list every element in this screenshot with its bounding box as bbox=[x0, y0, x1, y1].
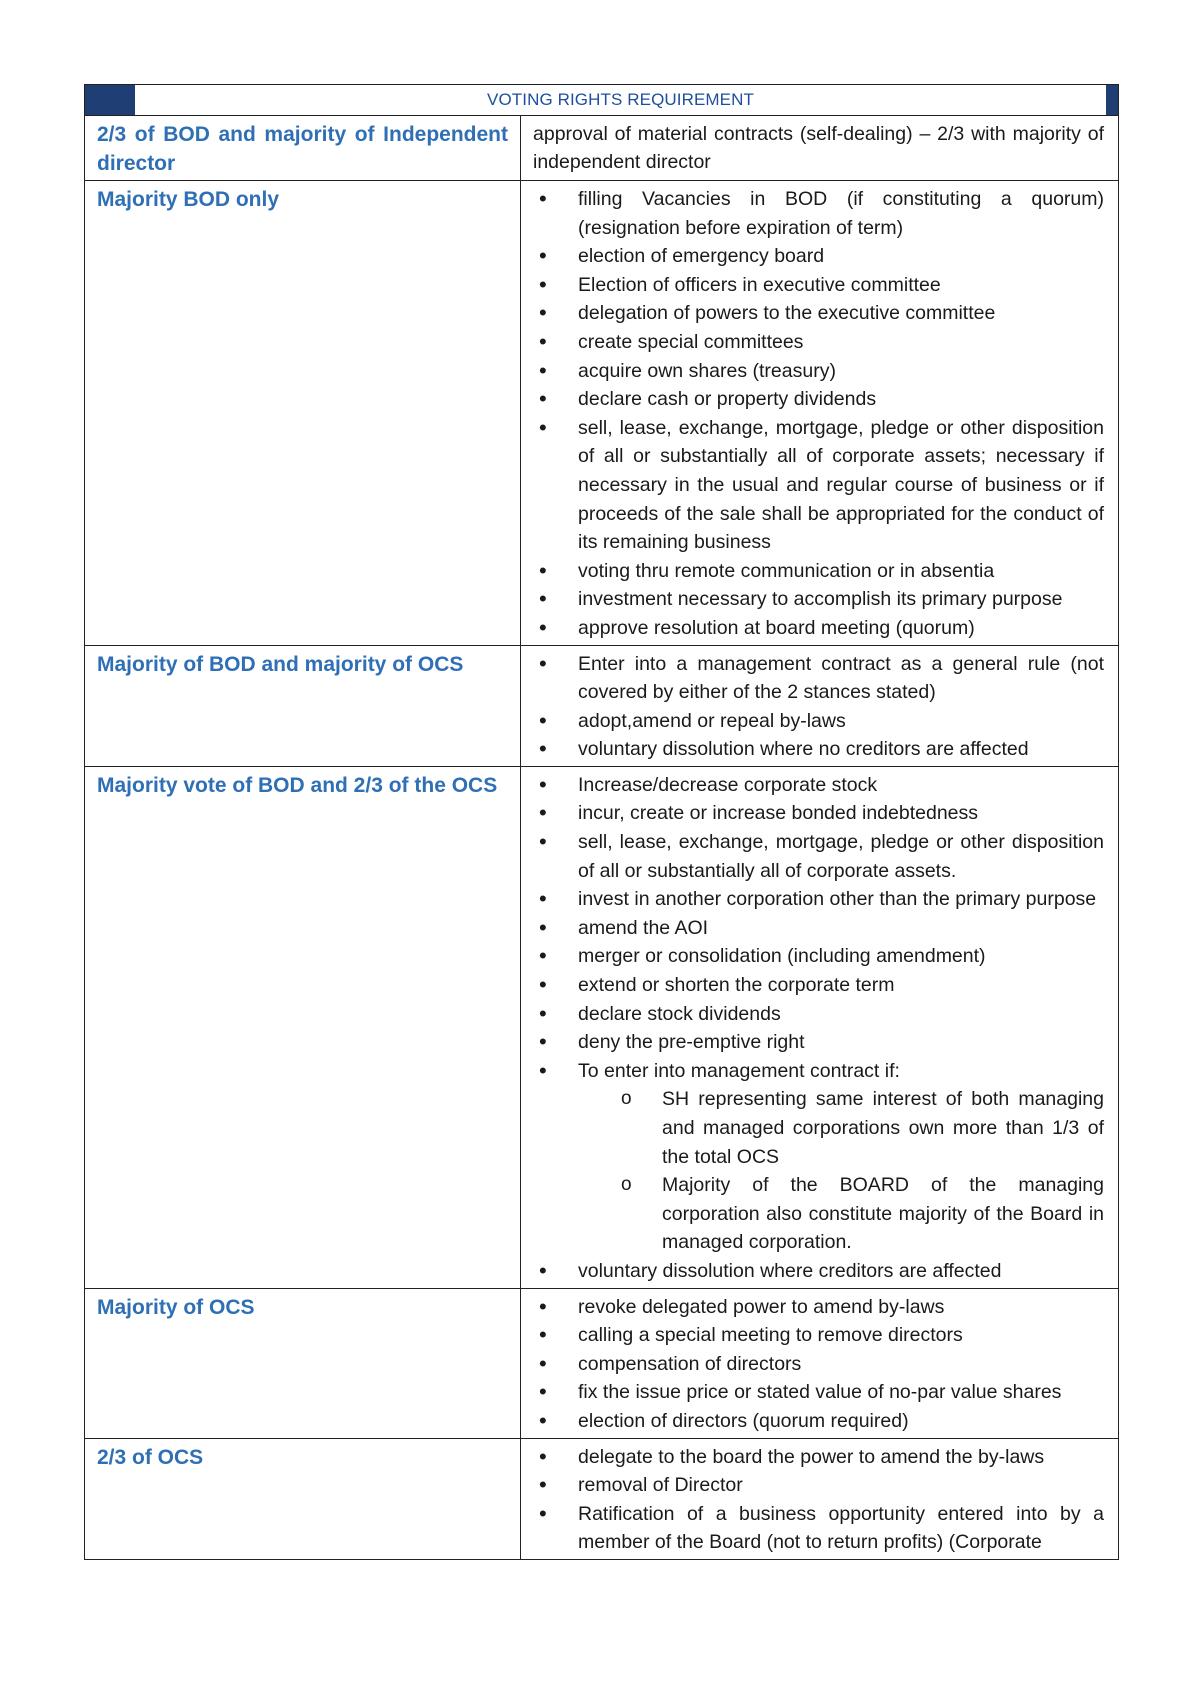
header-shade-right bbox=[1106, 85, 1118, 115]
table-row bbox=[85, 116, 1119, 181]
requirement-label: Majority of OCS bbox=[97, 1295, 255, 1319]
matters-cell bbox=[521, 766, 1119, 1288]
list-item: • extend or shorten the corporate term bbox=[533, 971, 1104, 1000]
list-item: • declare stock dividends bbox=[533, 1000, 1104, 1029]
list-item: • election of emergency board bbox=[533, 242, 1104, 271]
requirement-label: 2/3 of OCS bbox=[97, 1445, 204, 1469]
matters-cell bbox=[521, 645, 1119, 766]
list-item: • declare cash or property dividends bbox=[533, 385, 1104, 414]
list-item: • amend the AOI bbox=[533, 914, 1104, 943]
matters-cell bbox=[521, 1288, 1119, 1438]
list-item: • Ratification of a business opportunity entered into by a member of the Board (not to return profits) (Corporate bbox=[533, 1500, 1104, 1557]
voting-rights-table bbox=[84, 84, 1119, 1560]
list-item: • acquire own shares (treasury) bbox=[533, 357, 1104, 386]
list-item: • revoke delegated power to amend by-laws bbox=[533, 1293, 1104, 1322]
matters-list bbox=[521, 1439, 1118, 1559]
list-item: • adopt,amend or repeal by-laws bbox=[533, 707, 1104, 736]
list-item: • voting thru remote communication or in absentia bbox=[533, 557, 1104, 586]
list-item: • approve resolution at board meeting (quorum) bbox=[533, 614, 1104, 643]
table-row bbox=[85, 181, 1119, 646]
list-item: • create special committees bbox=[533, 328, 1104, 357]
matter-text: approval of material contracts (self-dealing) – 2/3 with majority of independent director bbox=[533, 123, 1104, 173]
requirement-label: Majority vote of BOD and 2/3 of the OCS bbox=[97, 773, 498, 797]
table-header-cell bbox=[85, 85, 1119, 116]
table-row bbox=[85, 766, 1119, 1288]
requirement-label: Majority BOD only bbox=[97, 188, 280, 211]
matters-list bbox=[521, 646, 1118, 766]
list-item: • election of directors (quorum required) bbox=[533, 1407, 1104, 1436]
list-item: • voluntary dissolution where no creditors are affected bbox=[533, 735, 1104, 764]
requirement-cell bbox=[85, 116, 521, 181]
list-item: • Enter into a management contract as a general rule (not covered by either of the 2 stances stated) bbox=[533, 650, 1104, 707]
list-item: • incur, create or increase bonded indebtedness bbox=[533, 799, 1104, 828]
matters-list bbox=[521, 181, 1118, 645]
list-item: • calling a special meeting to remove directors bbox=[533, 1321, 1104, 1350]
sub-list bbox=[578, 1085, 1104, 1257]
list-item: • investment necessary to accomplish its primary purpose bbox=[533, 585, 1104, 614]
list-item: • voluntary dissolution where creditors are affected bbox=[533, 1257, 1104, 1286]
sub-list-item: o SH representing same interest of both managing and managed corporations own more than 1/3 of the total OCS bbox=[578, 1085, 1104, 1171]
matters-cell bbox=[521, 1438, 1119, 1559]
matters-list bbox=[521, 1289, 1118, 1438]
table-row bbox=[85, 645, 1119, 766]
list-item: • sell, lease, exchange, mortgage, pledge or other disposition of all or substantially all of corporate assets. bbox=[533, 828, 1104, 885]
list-item: • compensation of directors bbox=[533, 1350, 1104, 1379]
header-shade-left bbox=[85, 85, 135, 115]
matters-list bbox=[521, 767, 1118, 1288]
table-row bbox=[85, 1438, 1119, 1559]
list-item-with-sublist bbox=[533, 1057, 1104, 1257]
list-item-text: To enter into management contract if: bbox=[578, 1059, 900, 1082]
matters-cell bbox=[521, 181, 1119, 646]
list-item: • Increase/decrease corporate stock bbox=[533, 771, 1104, 800]
list-item: • removal of Director bbox=[533, 1471, 1104, 1500]
list-item: • Election of officers in executive committee bbox=[533, 271, 1104, 300]
list-item: • filling Vacancies in BOD (if constituting a quorum) (resignation before expiration of term) bbox=[533, 185, 1104, 242]
table-header-row bbox=[85, 85, 1119, 116]
list-item: • deny the pre-emptive right bbox=[533, 1028, 1104, 1057]
table-row bbox=[85, 1288, 1119, 1438]
sub-list-item: o Majority of the BOARD of the managing corporation also constitute majority of the Board in managed corporation. bbox=[578, 1171, 1104, 1257]
list-item: • sell, lease, exchange, mortgage, pledge or other disposition of all or substantially all of corporate assets; necessary if necessary in the usual and regular course of business or if proceeds of the sale shall be appropriated for the conduct of its remaining business bbox=[533, 414, 1104, 557]
requirement-label: Majority of BOD and majority of OCS bbox=[97, 652, 464, 676]
list-item: • delegate to the board the power to amend the by-laws bbox=[533, 1443, 1104, 1472]
table-title: VOTING RIGHTS REQUIREMENT bbox=[487, 90, 754, 109]
requirement-cell bbox=[85, 1438, 521, 1559]
list-item: • delegation of powers to the executive committee bbox=[533, 299, 1104, 328]
header-bar bbox=[85, 85, 1118, 115]
list-item: • fix the issue price or stated value of no-par value shares bbox=[533, 1378, 1104, 1407]
list-item: • invest in another corporation other than the primary purpose bbox=[533, 885, 1104, 914]
matters-cell bbox=[521, 116, 1119, 181]
requirement-cell bbox=[85, 766, 521, 1288]
list-item: • merger or consolidation (including amendment) bbox=[533, 942, 1104, 971]
requirement-cell bbox=[85, 645, 521, 766]
requirement-cell bbox=[85, 181, 521, 646]
requirement-label: 2/3 of BOD and majority of Independent director bbox=[97, 123, 508, 175]
requirement-cell bbox=[85, 1288, 521, 1438]
